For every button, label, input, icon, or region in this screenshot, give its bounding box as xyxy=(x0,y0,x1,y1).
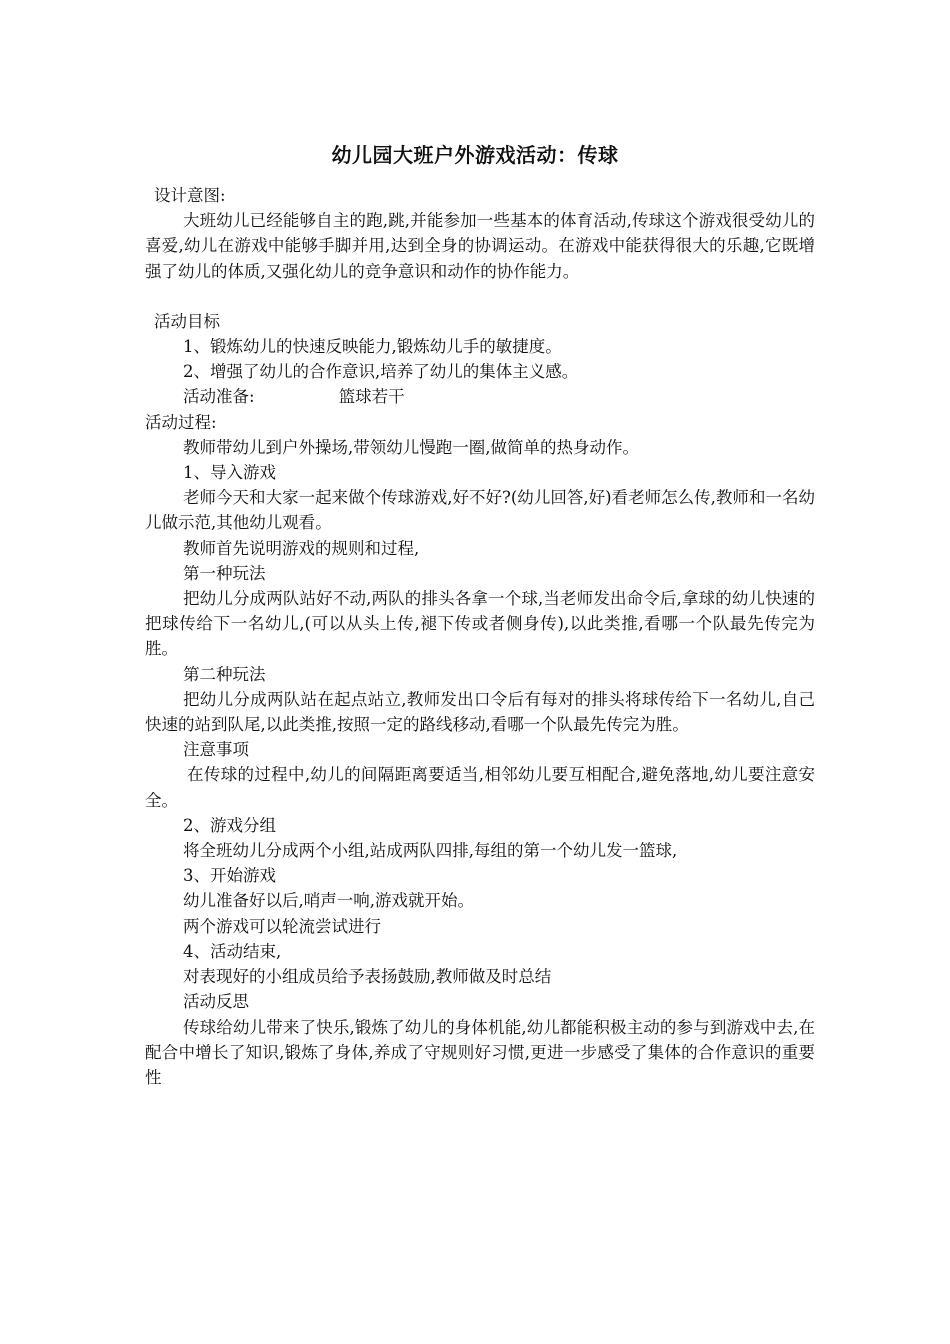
step-2-heading: 2、游戏分组 xyxy=(183,815,276,835)
step-3-note: 两个游戏可以轮流尝试进行 xyxy=(183,916,381,936)
play-1-heading: 第一种玩法 xyxy=(183,563,266,583)
document-title: 幼儿园大班户外游戏活动：传球 xyxy=(331,143,619,167)
play-2-paragraph: 把幼儿分成两队站在起点站立,教师发出口令后有每对的排头将球传给下一名幼儿,自己快速的站到队尾,以此类推,按照一定的路线移动,看哪一个队最先传完为胜。 xyxy=(145,689,815,735)
warmup-paragraph: 教师带幼儿到户外操场,带领幼儿慢跑一圈,做简单的热身动作。 xyxy=(183,437,639,457)
activity-prep-value: 篮球若干 xyxy=(338,387,405,407)
section-spacer xyxy=(145,284,815,309)
step-3-paragraph: 幼儿准备好以后,哨声一响,游戏就开始。 xyxy=(183,891,474,911)
reflection-paragraph: 传球给幼儿带来了快乐,锻炼了幼儿的身体机能,幼儿都能积极主动的参与到游戏中去,在配合中增长了知识,锻炼了身体,养成了守规则好习惯,更进一步感受了集体的合作意识的重要性 xyxy=(145,1017,815,1087)
design-intent-heading: 设计意图: xyxy=(154,186,226,205)
design-intent-paragraph: 大班幼儿已经能够自主的跑,跳,并能参加一些基本的体育活动,传球这个游戏很受幼儿的喜爱,幼儿在游戏中能够手脚并用,达到全身的协调运动。在游戏中能获得很大的乐趣,它既增强了幼儿的体质,又强化幼儿的竞争意识和动作的协作能力。 xyxy=(145,211,815,281)
step-4-paragraph: 对表现好的小组成员给予表扬鼓励,教师做及时总结 xyxy=(183,967,552,987)
notice-heading: 注意事项 xyxy=(183,740,249,760)
notice-paragraph: 在传球的过程中,幼儿的间隔距离要适当,相邻幼儿要互相配合,避免落地,幼儿要注意安全。 xyxy=(145,765,815,810)
reflection-heading: 活动反思 xyxy=(183,992,249,1012)
activity-prep-line xyxy=(145,384,815,409)
goal-item-1: 1、锻炼幼儿的快速反映能力,锻炼幼儿手的敏捷度。 xyxy=(183,337,562,357)
step-3-heading: 3、开始游戏 xyxy=(183,866,276,886)
step-1-paragraph: 老师今天和大家一起来做个传球游戏,好不好?(幼儿回答,好)看老师怎么传,教师和一名幼儿做示范,其他幼儿观看。 xyxy=(145,488,815,533)
play-1-paragraph: 把幼儿分成两队站好不动,两队的排头各拿一个球,当老师发出命令后,拿球的幼儿快速的把球传给下一名幼儿,(可以从头上传,褪下传或者侧身传),以此类推,看哪一个队最先传完为胜。 xyxy=(145,589,815,659)
goal-item-2: 2、增强了幼儿的合作意识,培养了幼儿的集体主义感。 xyxy=(183,362,579,382)
rules-intro-paragraph: 教师首先说明游戏的规则和过程, xyxy=(183,538,420,558)
step-1-heading: 1、导入游戏 xyxy=(183,463,276,483)
activity-prep-label: 活动准备: xyxy=(183,387,255,407)
document-body xyxy=(145,183,815,1090)
play-2-heading: 第二种玩法 xyxy=(183,664,266,684)
activity-goals-heading: 活动目标 xyxy=(154,311,220,331)
activity-process-heading: 活动过程: xyxy=(145,412,217,432)
step-4-heading: 4、活动结束, xyxy=(183,941,282,961)
step-2-paragraph: 将全班幼儿分成两个小组,站成两队四排,每组的第一个幼儿发一篮球, xyxy=(183,841,678,861)
